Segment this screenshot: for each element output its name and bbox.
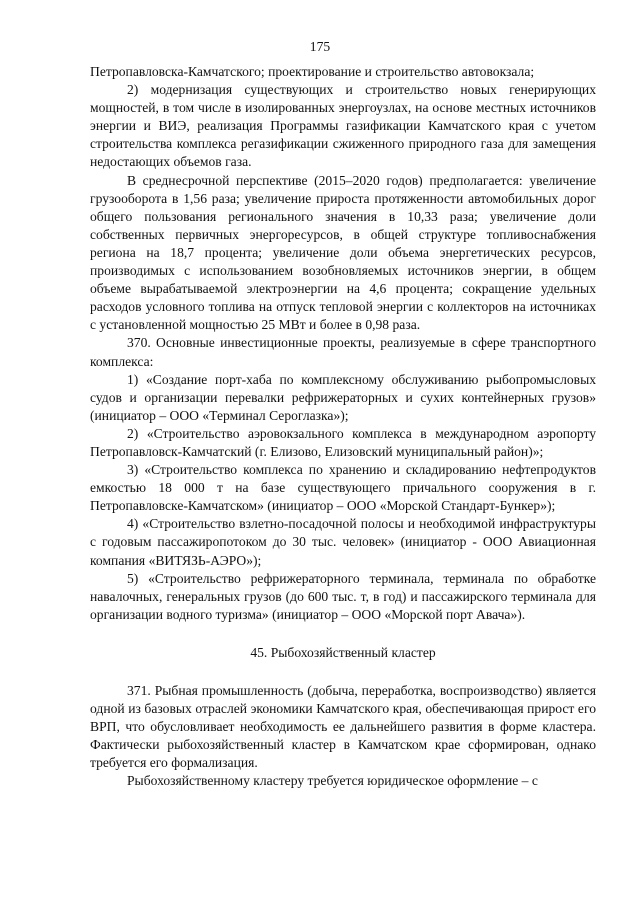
- list-item: 5) «Строительство рефрижераторного терминала, терминала по обработке навалочных, генеральных грузов (до 600 тыс. т, в год) и пассажирского терминала для организации водного туризма» (инициатор – ООО «Морской порт Авача»).: [90, 570, 596, 622]
- paragraph: 371. Рыбная промышленность (добыча, переработка, воспроизводство) является одной из базовых отраслей экономики Камчатского края, обеспечивающая прирост его ВРП, что обусловливает необходимость ее дальнейшего развития в форме кластера. Фактически рыбохозяйственный кластер в Камчатском крае сформирован, однако требуется его формализация.: [90, 682, 596, 771]
- list-item: 3) «Строительство комплекса по хранению и складированию нефтепродуктов емкостью 18 000 т на базе существующего причального сооружения в г. Петропавловске-Камчатском» (инициатор – ООО «Морской Стандарт-Бункер»);: [90, 462, 596, 514]
- paragraph: 370. Основные инвестиционные проекты, реализуемые в сфере транспортного комплекса:: [90, 335, 596, 369]
- page-number: 175: [309, 39, 331, 54]
- list-item: 2) «Строительство аэровокзального комплекса в международном аэропорту Петропавловск-Камчатский (г. Елизово, Елизовский муниципальный район)»;: [90, 425, 596, 459]
- section-heading: 45. Рыбохозяйственный кластер: [250, 644, 436, 660]
- list-item: 1) «Создание порт-хаба по комплексному обслуживанию рыбопромысловых судов и организации перевалки рефрижераторных и сухих контейнерных грузов» (инициатор – ООО «Терминал Сероглазка»);: [90, 371, 596, 423]
- paragraph: Рыбохозяйственному кластеру требуется юридическое оформление – с: [127, 773, 538, 789]
- paragraph: 2) модернизация существующих и строительство новых генерирующих мощностей, в том числе в изолированных энергоузлах, на основе местных источников энергии и ВИЭ, реализация Программы газификации Камчатского края с учетом строительства комплекса регазификации сжиженного природного газа для замещения недостающих объемов газа.: [90, 82, 596, 170]
- document-body: [90, 63, 596, 790]
- list-item: 4) «Строительство взлетно-посадочной полосы и необходимой инфраструктуры с годовым пассажиропотоком до 30 тыс. человек» (инициатор - ООО Авиационная компания «ВИТЯЗЬ-АЭРО»);: [90, 516, 596, 568]
- paragraph: В среднесрочной перспективе (2015–2020 годов) предполагается: увеличение грузооборота в 1,56 раза; увеличение прироста протяженности автомобильных дорог общего пользования регионального значения в 10,33 раза; увеличение доли собственных первичных энергоресурсов, в общей структуре топливоснабжения региона на 18,7 процента; увеличение доли объема энергетических ресурсов, производимых с использованием возобновляемых источников энергии, в общем объеме вырабатываемой электроэнергии на 4,6 процента; сокращение удельных расходов условного топлива на отпуск тепловой энергии с коллекторов на источниках с установленной мощностью 25 МВт и более в 0,98 раза.: [90, 172, 596, 333]
- paragraph: Петропавловска-Камчатского; проектирование и строительство автовокзала;: [90, 64, 535, 79]
